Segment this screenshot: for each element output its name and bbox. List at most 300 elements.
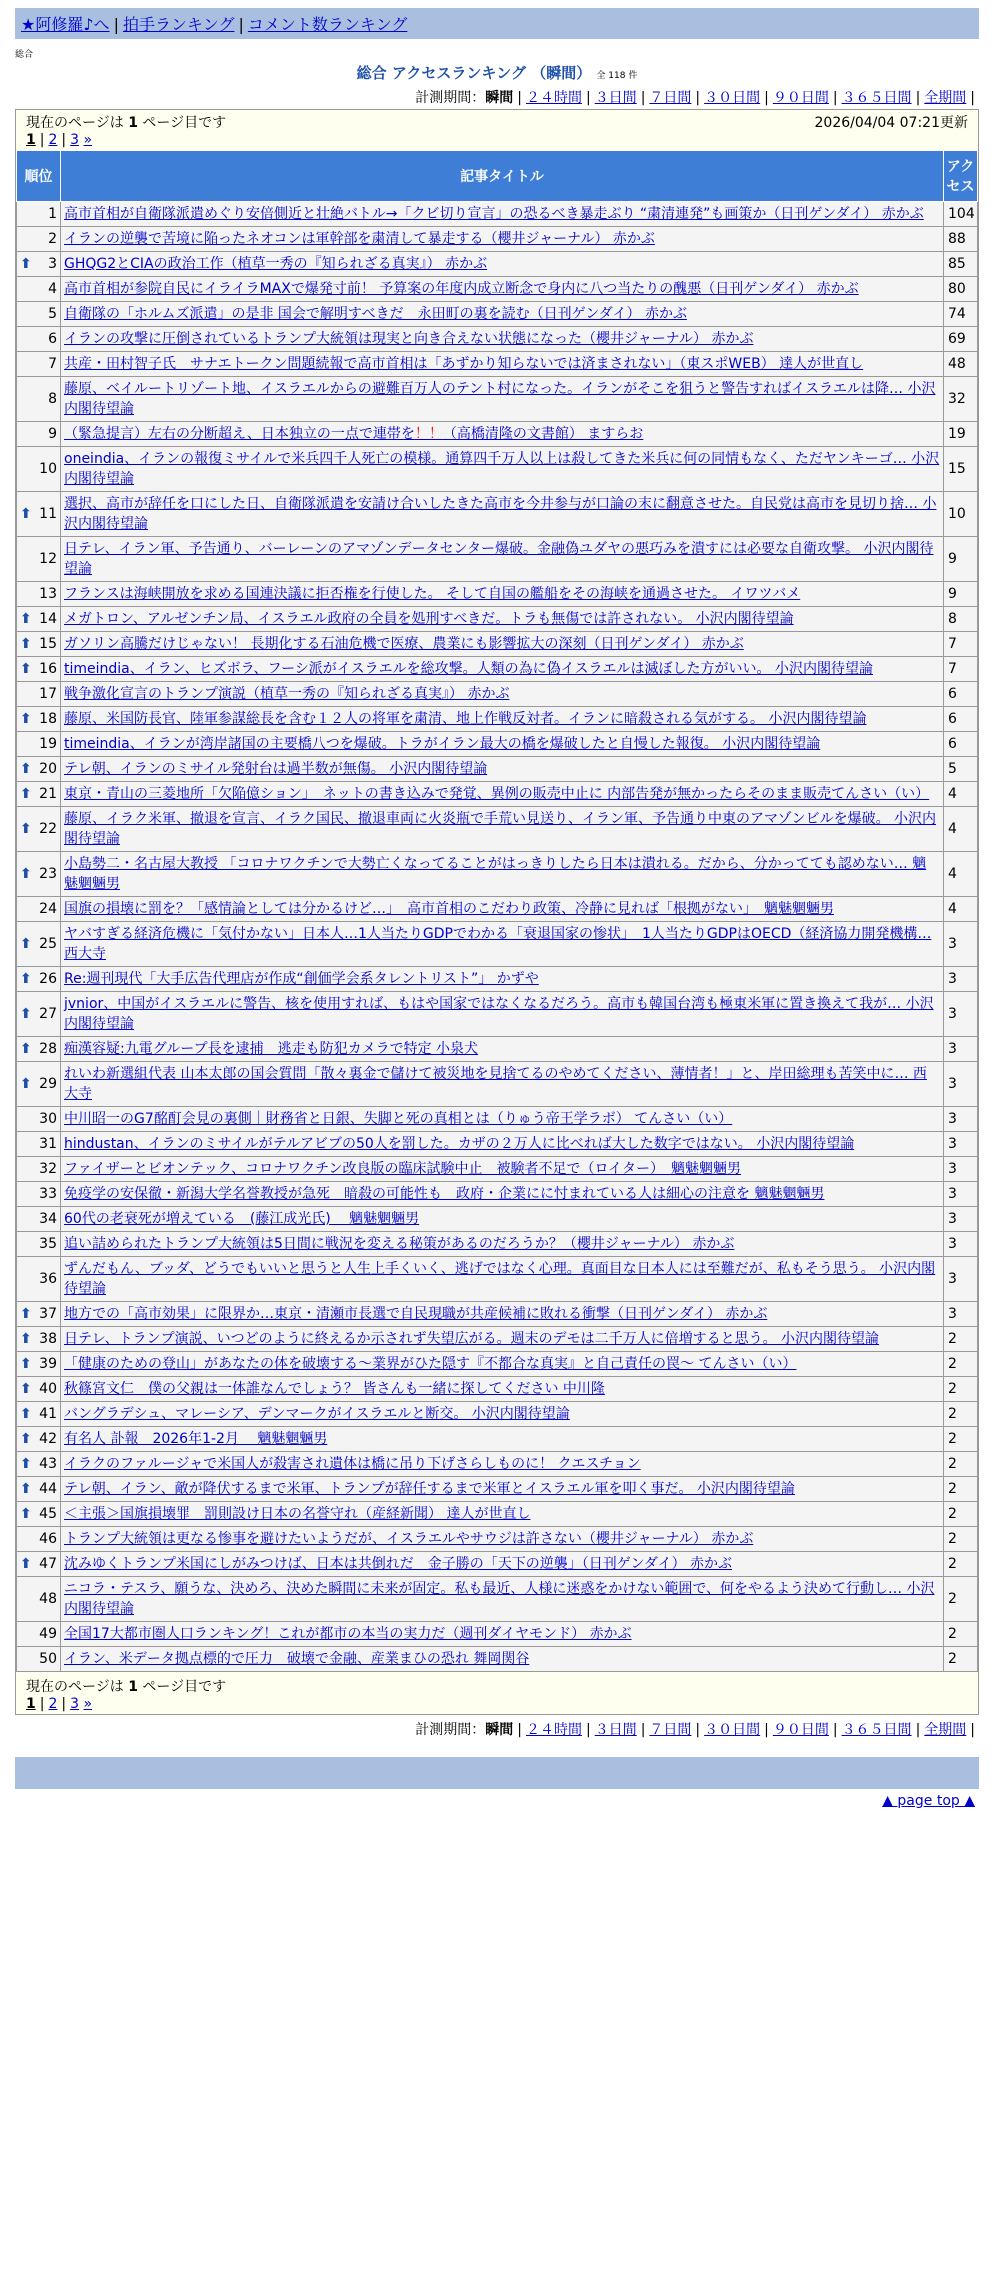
title-cell xyxy=(61,537,944,582)
table-row xyxy=(17,327,978,352)
page-top-link[interactable]: ▲ page top ▲ xyxy=(882,1793,975,1809)
article-link[interactable]: れいわ新選組代表 山本太郎の国会質問「散々裏金で儲けて被災地を見捨てるのやめてください、薄情者！」と、岸田総理も苦笑中に… 西大寺 xyxy=(64,1066,927,1102)
access-count: 3 xyxy=(944,1107,978,1132)
title-cell xyxy=(61,447,944,492)
article-link[interactable]: 藤原、ベイルートリゾート地、イスラエルからの避難百万人のテント村になった。イランがそこを狙うと警告すればイスラエルは降… 小沢内閣待望論 xyxy=(64,381,936,417)
rank-number: 25 xyxy=(39,936,57,952)
table-row xyxy=(17,1107,978,1132)
rank-cell xyxy=(17,1062,61,1107)
rank-cell xyxy=(17,1622,61,1647)
header-rank: 順位 xyxy=(17,151,61,202)
rank-up-icon: ⬆ xyxy=(20,1041,32,1057)
access-count: 3 xyxy=(944,1157,978,1182)
access-count: 3 xyxy=(944,1207,978,1232)
period-option[interactable]: 全期間 xyxy=(924,1722,967,1738)
rank-cell xyxy=(17,807,61,852)
article-link[interactable]: テレ朝、イラン、敵が降伏するまで米軍、トランプが辞任するまで米軍とイスラエル軍を叩く事だ。 小沢内閣待望論 xyxy=(64,1481,795,1497)
rank-number: 2 xyxy=(48,231,57,247)
title-cell xyxy=(61,492,944,537)
rank-up-icon: ⬆ xyxy=(20,611,32,627)
table-row xyxy=(17,922,978,967)
title-cell xyxy=(61,1352,944,1377)
rank-number: 23 xyxy=(39,866,57,882)
rank-number: 37 xyxy=(39,1306,57,1322)
article-link[interactable]: ＜主張＞国旗損壊罪 罰則設け日本の名誉守れ（産経新聞） 達人が世直し xyxy=(64,1506,531,1522)
rank-up-icon: ⬆ xyxy=(20,1406,32,1422)
rank-cell xyxy=(17,1107,61,1132)
title-cell xyxy=(61,922,944,967)
article-link[interactable]: 高市首相が自衛隊派遣めぐり安倍側近と壮絶バトル→「クビ切り宣言」の恐るべき暴走ぶり “粛清連発”も画策か（日刊ゲンダイ） 赤かぶ xyxy=(64,206,924,222)
title-cell xyxy=(61,757,944,782)
rank-cell xyxy=(17,377,61,422)
rank-number: 34 xyxy=(39,1211,57,1227)
table-row xyxy=(17,1402,978,1427)
rank-cell xyxy=(17,1132,61,1157)
table-row xyxy=(17,1327,978,1352)
rank-cell xyxy=(17,1182,61,1207)
title-cell xyxy=(61,327,944,352)
rank-cell xyxy=(17,1037,61,1062)
table-row xyxy=(17,537,978,582)
title-cell xyxy=(61,682,944,707)
access-count: 19 xyxy=(944,422,978,447)
title-cell xyxy=(61,1502,944,1527)
rank-number: 26 xyxy=(39,971,57,987)
title-cell xyxy=(61,897,944,922)
rank-number: 31 xyxy=(39,1136,57,1152)
access-count: 2 xyxy=(944,1552,978,1577)
table-row xyxy=(17,1377,978,1402)
article-link[interactable]: 藤原、米国防長官、陸軍参謀総長を含む１２人の将軍を粛清、地上作戦反対者。イランに暗殺される気がする。 小沢内閣待望論 xyxy=(64,711,867,727)
table-row xyxy=(17,1452,978,1477)
table-row xyxy=(17,377,978,422)
title-cell xyxy=(61,1452,944,1477)
clap-ranking-link[interactable]: 拍手ランキング xyxy=(122,15,235,34)
rank-up-icon: ⬆ xyxy=(20,1331,32,1347)
article-link[interactable]: oneindia、イランの報復ミサイルで米兵四千人死亡の模様。通算四千万人以上は殺してきた米兵に何の同情もなく、ただヤンキーゴ… 小沢内閣待望論 xyxy=(64,451,940,487)
access-count: 3 xyxy=(944,1037,978,1062)
access-count: 2 xyxy=(944,1352,978,1377)
rank-number: 43 xyxy=(39,1456,57,1472)
table-row xyxy=(17,1302,978,1327)
title-cell xyxy=(61,607,944,632)
period-option[interactable]: ７日間 xyxy=(649,1722,692,1738)
rank-number: 41 xyxy=(39,1406,57,1422)
rank-number: 8 xyxy=(48,391,57,407)
rank-number: 22 xyxy=(39,821,57,837)
table-row xyxy=(17,1207,978,1232)
article-link[interactable]: timeindia、イランが湾岸諸国の主要橋八つを爆破。トラがイラン最大の橋を爆破したと自慢した報復。 小沢内閣待望論 xyxy=(64,736,821,752)
table-row xyxy=(17,1427,978,1452)
access-count: 10 xyxy=(944,492,978,537)
access-count: 3 xyxy=(944,922,978,967)
rank-number: 11 xyxy=(39,506,57,522)
article-link[interactable]: イラクのファルージャで米国人が殺害され遺体は橋に吊り下げさらしものに！ クエスチョン xyxy=(64,1456,641,1472)
title-cell xyxy=(61,1062,944,1107)
pager-current: 1 xyxy=(26,132,36,148)
access-count: 6 xyxy=(944,707,978,732)
rank-number: 40 xyxy=(39,1381,57,1397)
table-row xyxy=(17,782,978,807)
rank-up-icon: ⬆ xyxy=(20,1306,32,1322)
rank-number: 14 xyxy=(39,611,57,627)
access-count: 74 xyxy=(944,302,978,327)
rank-cell xyxy=(17,1232,61,1257)
rank-cell xyxy=(17,492,61,537)
article-link[interactable]: ずんだもん、ブッダ、どうでもいいと思うと人生上手くいく、逃げではなく心理。真面目な日本人には至難だが、私もそう思う。 小沢内閣待望論 xyxy=(64,1261,936,1297)
rank-cell xyxy=(17,657,61,682)
rank-cell xyxy=(17,447,61,492)
table-row xyxy=(17,1182,978,1207)
period-option: 瞬間 xyxy=(485,1722,514,1738)
title-cell xyxy=(61,1207,944,1232)
bottom-bar xyxy=(15,1757,979,1789)
rank-up-icon: ⬆ xyxy=(20,1556,32,1572)
title-cell xyxy=(61,1427,944,1452)
article-link[interactable]: フランスは海峡開放を求める国連決議に拒否権を行使した。 そして自国の艦船をその海峡を通過させた。 イワツバメ xyxy=(64,586,801,602)
article-link[interactable]: 免疫学の安保徹・新潟大学名誉教授が急死 暗殺の可能性も 政府・企業にに忖まれている人は細心の注意を 魑魅魍魎男 xyxy=(64,1186,825,1202)
table-row xyxy=(17,657,978,682)
rank-cell xyxy=(17,202,61,227)
pager-link[interactable]: 2 xyxy=(48,1696,58,1712)
period-option[interactable]: ３０日間 xyxy=(704,1722,761,1738)
article-link[interactable]: hindustan、イランのミサイルがテルアビブの50人を罰した。カザの２万人に比べれば大した数字ではない。 小沢内閣待望論 xyxy=(64,1136,855,1152)
access-count: 3 xyxy=(944,992,978,1037)
table-row xyxy=(17,897,978,922)
period-option[interactable]: ３０日間 xyxy=(704,90,761,106)
rank-cell xyxy=(17,1352,61,1377)
rank-number: 13 xyxy=(39,586,57,602)
access-count: 2 xyxy=(944,1477,978,1502)
article-link[interactable]: バングラデシュ、マレーシア、デンマークがイスラエルと断交。 小沢内閣待望論 xyxy=(64,1406,570,1422)
table-row xyxy=(17,1132,978,1157)
table-row xyxy=(17,707,978,732)
pager-link[interactable]: 2 xyxy=(48,132,58,148)
access-count: 2 xyxy=(944,1622,978,1647)
updated-time: 2026/04/04 07:21更新 xyxy=(814,115,968,131)
period-option[interactable]: ３日間 xyxy=(594,90,637,106)
article-link[interactable]: 60代の老衰死が増えている (藤江成光氏) 魑魅魍魎男 xyxy=(64,1211,420,1227)
period-option[interactable]: ７日間 xyxy=(649,90,692,106)
rank-cell xyxy=(17,732,61,757)
article-link[interactable]: 自衛隊の「ホルムズ派遣」の是非 国会で解明すべきだ 永田町の裏を読む（日刊ゲンダイ） 赤かぶ xyxy=(64,306,687,322)
period-label: 計測期間： xyxy=(415,1722,486,1738)
access-count: 2 xyxy=(944,1577,978,1622)
rank-number: 9 xyxy=(48,426,57,442)
article-link[interactable]: 中川昭一のG7酩酊会見の裏側｜財務省と日銀、失脚と死の真相とは（りゅう帝王学ラボ） てんさい（い） xyxy=(64,1111,733,1127)
title-cell xyxy=(61,1132,944,1157)
table-row xyxy=(17,582,978,607)
rank-cell xyxy=(17,1552,61,1577)
article-link[interactable]: 追い詰められたトランプ大統領は5日間に戦況を変える秘策があるのだろうか？（櫻井ジャーナル） 赤かぶ xyxy=(64,1236,735,1252)
access-count: 15 xyxy=(944,447,978,492)
period-selector-top: 計測期間：瞬間 | ２４時間 | ３日間 | ７日間 | ３０日間 | ９０日間 | ３６５日間 | 全期間 | xyxy=(415,90,975,106)
table-row xyxy=(17,1232,978,1257)
title-cell xyxy=(61,1037,944,1062)
rank-number: 12 xyxy=(39,551,57,567)
access-count: 2 xyxy=(944,1377,978,1402)
article-link[interactable]: 沈みゆくトランプ米国にしがみつけば、日本は共倒れだ 金子勝の「天下の逆襲」（日刊ゲンダイ） 赤かぶ xyxy=(64,1556,733,1572)
access-count: 2 xyxy=(944,1327,978,1352)
article-link[interactable]: GHQG2とCIAの政治工作（植草一秀の『知られざる真実』） 赤かぶ xyxy=(64,256,488,272)
rank-up-icon: ⬆ xyxy=(20,761,32,777)
ranking-table xyxy=(16,150,978,1672)
period-option[interactable]: ９０日間 xyxy=(772,90,829,106)
rank-cell xyxy=(17,1302,61,1327)
article-link[interactable]: ガソリン高騰だけじゃない！ 長期化する石油危機で医療、農業にも影響拡大の深刻（日刊ゲンダイ） 赤かぶ xyxy=(64,636,744,652)
table-row xyxy=(17,1352,978,1377)
article-link[interactable]: 戦争激化宣言のトランプ演説（植草一秀の『知られざる真実』） 赤かぶ xyxy=(64,686,510,702)
title-cell xyxy=(61,632,944,657)
rank-number: 17 xyxy=(39,686,57,702)
table-row xyxy=(17,1062,978,1107)
period-option[interactable]: ３日間 xyxy=(594,1722,637,1738)
rank-up-icon: ⬆ xyxy=(20,821,32,837)
pager-current: 1 xyxy=(26,1696,36,1712)
rank-up-icon: ⬆ xyxy=(20,1456,32,1472)
rank-up-icon: ⬆ xyxy=(20,1076,32,1092)
rank-cell xyxy=(17,1527,61,1552)
rank-cell xyxy=(17,992,61,1037)
table-row xyxy=(17,1502,978,1527)
article-link[interactable]: 秋篠宮文仁 僕の父親は一体誰なんでしょう？ 皆さんも一緒に探してください 中川隆 xyxy=(64,1381,605,1397)
title-cell xyxy=(61,1402,944,1427)
title-cell xyxy=(61,1552,944,1577)
rank-number: 48 xyxy=(39,1591,57,1607)
rank-cell xyxy=(17,1257,61,1302)
table-row xyxy=(17,492,978,537)
header-title: 記事タイトル xyxy=(61,151,944,202)
access-count: 7 xyxy=(944,632,978,657)
rank-number: 19 xyxy=(39,736,57,752)
article-link[interactable]: テレ朝、イランのミサイル発射台は過半数が無傷。 小沢内閣待望論 xyxy=(64,761,488,777)
article-link[interactable]: 東京・青山の三菱地所「欠陥億ション」 ネットの書き込みで発覚、異例の販売中止に 内部告発が無かったらそのまま販売てんさい（い） xyxy=(64,786,930,802)
table-row xyxy=(17,992,978,1037)
article-link[interactable]: イラン、米データ拠点標的で圧力 破壊で金融、産業まひの恐れ 舞岡関谷 xyxy=(64,1651,530,1667)
article-link[interactable]: 国旗の損壊に罰を？「感情論としては分かるけど…」 高市首相のこだわり政策、冷静に見れば「根拠がない」 魑魅魍魎男 xyxy=(64,901,834,917)
table-row xyxy=(17,277,978,302)
article-link[interactable]: トランプ大統領は更なる惨事を避けたいようだが、イスラエルやサウジは許さない（櫻井ジャーナル） 赤かぶ xyxy=(64,1531,754,1547)
table-row xyxy=(17,422,978,447)
period-option[interactable]: 全期間 xyxy=(924,90,967,106)
rank-cell xyxy=(17,1327,61,1352)
article-link[interactable]: 共産・田村智子氏 サナエトークン問題続報で高市首相は「あずかり知らないでは済まされない」（東スポWEB） 達人が世直し xyxy=(64,356,864,372)
rank-cell xyxy=(17,607,61,632)
title-cell xyxy=(61,1302,944,1327)
access-count: 9 xyxy=(944,582,978,607)
title-cell xyxy=(61,582,944,607)
table-row xyxy=(17,352,978,377)
section-label: 総合 xyxy=(15,50,34,60)
rank-up-icon: ⬆ xyxy=(20,1481,32,1497)
rank-number: 42 xyxy=(39,1431,57,1447)
rank-number: 50 xyxy=(39,1651,57,1667)
title-cell xyxy=(61,967,944,992)
rank-up-icon: ⬆ xyxy=(20,256,32,272)
table-row xyxy=(17,1527,978,1552)
article-link[interactable]: 藤原、イラク米軍、撤退を宣言、イラク国民、撤退車両に火炎瓶で手荒い見送り、イラン軍、予告通り中東のアマゾンビルを爆破。 小沢内閣待望論 xyxy=(64,811,937,847)
rank-cell xyxy=(17,682,61,707)
access-count: 2 xyxy=(944,1452,978,1477)
title-cell xyxy=(61,1257,944,1302)
title-cell xyxy=(61,852,944,897)
access-count: 2 xyxy=(944,1402,978,1427)
rank-number: 3 xyxy=(48,256,57,272)
rank-cell xyxy=(17,1477,61,1502)
table-row xyxy=(17,757,978,782)
access-count: 3 xyxy=(944,1302,978,1327)
rank-up-icon: ⬆ xyxy=(20,1431,32,1447)
article-link[interactable]: jvnior、中国がイスラエルに警告、核を使用すれば、もはや国家ではなくなるだろう。高市も韓国台湾も極東米軍に置き換えて我が… 小沢内閣待望論 xyxy=(64,996,934,1032)
access-count: 80 xyxy=(944,277,978,302)
access-count: 3 xyxy=(944,1062,978,1107)
pager-link[interactable]: 3 xyxy=(70,1696,80,1712)
article-link[interactable]: 全国17大都市圏人口ランキング！これが都市の本当の実力だ（週刊ダイヤモンド） 赤かぶ xyxy=(64,1626,632,1642)
title-cell xyxy=(61,202,944,227)
rank-up-icon: ⬆ xyxy=(20,1006,32,1022)
rank-number: 18 xyxy=(39,711,57,727)
table-row xyxy=(17,852,978,897)
rank-number: 36 xyxy=(39,1271,57,1287)
period-option[interactable]: ２４時間 xyxy=(525,1722,582,1738)
rank-up-icon: ⬆ xyxy=(20,1381,32,1397)
title-cell xyxy=(61,732,944,757)
table-row xyxy=(17,1552,978,1577)
article-link[interactable]: ニコラ・テスラ、願うな、決めろ、決めた瞬間に未来が固定。私も最近、人様に迷惑をかけない範囲で、何をやるよう決めて行動し… 小沢内閣待望論 xyxy=(64,1581,935,1617)
title-cell xyxy=(61,302,944,327)
current-page-text: 現在のページは 1 ページ目です xyxy=(26,1679,227,1695)
rank-number: 6 xyxy=(48,331,57,347)
current-page-text: 現在のページは 1 ページ目です xyxy=(26,115,227,131)
table-row xyxy=(17,807,978,852)
rank-number: 7 xyxy=(48,356,57,372)
article-link[interactable]: 日テレ、イラン軍、予告通り、バーレーンのアマゾンデータセンター爆破。金融偽ユダヤの悪巧みを潰すには必要な自衛攻撃。 小沢内閣待望論 xyxy=(64,541,934,577)
rank-number: 1 xyxy=(48,206,57,222)
article-link[interactable]: イランの逆襲で苦境に陥ったネオコンは軍幹部を粛清して暴走する（櫻井ジャーナル） 赤かぶ xyxy=(64,231,655,247)
table-row xyxy=(17,202,978,227)
rank-cell xyxy=(17,537,61,582)
rank-up-icon: ⬆ xyxy=(20,506,32,522)
rank-number: 45 xyxy=(39,1506,57,1522)
article-link[interactable]: 「健康のための登山」があなたの体を破壊する～業界がひた隠す『不都合な真実』と自己責任の罠～ てんさい（い） xyxy=(64,1356,797,1372)
article-link[interactable]: 小島勢二・名古屋大教授 「コロナワクチンで大勢亡くなってることがはっきりしたら日本は潰れる。だから、分かってても認めない… 魑魅魍魎男 xyxy=(64,856,927,892)
period-selector-bottom: 計測期間：瞬間 | ２４時間 | ３日間 | ７日間 | ３０日間 | ９０日間 | ３６５日間 | 全期間 | xyxy=(415,1722,975,1738)
rank-up-icon: ⬆ xyxy=(20,711,32,727)
article-link[interactable]: 痴漢容疑:九電グループ長を逮捕 逃走も防犯カメラで特定 小泉犬 xyxy=(64,1041,479,1057)
rank-number: 24 xyxy=(39,901,57,917)
rank-number: 4 xyxy=(48,281,57,297)
rank-cell xyxy=(17,632,61,657)
article-link[interactable]: 有名人 訃報 2026年1-2月 魑魅魍魎男 xyxy=(64,1431,328,1447)
rank-cell xyxy=(17,967,61,992)
period-option: 瞬間 xyxy=(485,90,514,106)
article-link[interactable]: 選択、高市が辞任を口にした日、自衛隊派遣を安請け合いしたきた高市を今井参与が口論の末に翻意させた。自民党は高市を見切り捨… 小沢内閣待望論 xyxy=(64,496,937,532)
table-row xyxy=(17,682,978,707)
pager-link[interactable]: 3 xyxy=(70,132,80,148)
article-link[interactable]: 日テレ、トランプ演説、いつどのように終えるか示されず失望広がる。週末のデモは二千万人に倍増すると思う。 小沢内閣待望論 xyxy=(64,1331,880,1347)
access-count: 3 xyxy=(944,967,978,992)
rank-cell xyxy=(17,1577,61,1622)
rank-cell xyxy=(17,757,61,782)
access-count: 69 xyxy=(944,327,978,352)
table-row xyxy=(17,1257,978,1302)
rank-number: 16 xyxy=(39,661,57,677)
rank-up-icon: ⬆ xyxy=(20,786,32,802)
article-link[interactable]: Re:週刊現代「大手広告代理店が作成“創価学会系タレントリスト”」 かずや xyxy=(64,971,539,987)
article-link[interactable]: 地方での「高市効果」に限界か…東京・清瀬市長選で自民現職が共産候補に敗れる衝撃（日刊ゲンダイ） 赤かぶ xyxy=(64,1306,768,1322)
rank-up-icon: ⬆ xyxy=(20,661,32,677)
rank-up-icon: ⬆ xyxy=(20,636,32,652)
table-row xyxy=(17,1622,978,1647)
comment-ranking-link[interactable]: コメント数ランキング xyxy=(247,15,408,34)
rank-number: 47 xyxy=(39,1556,57,1572)
article-link[interactable]: （緊急提言）左右の分断超え、日本独立の一点で連帯を！！（高橋清隆の文書館） ますらお xyxy=(64,426,644,442)
rank-cell xyxy=(17,1377,61,1402)
period-option[interactable]: ２４時間 xyxy=(525,90,582,106)
pager-next-link[interactable]: » xyxy=(83,132,93,148)
rank-cell xyxy=(17,582,61,607)
rank-cell xyxy=(17,782,61,807)
access-count: 9 xyxy=(944,537,978,582)
article-link[interactable]: ヤバすぎる経済危機に「気付かない」日本人…1人当たりGDPでわかる「衰退国家の惨状」 1人当たりGDPはOECD（経済協力開発機構… 西大寺 xyxy=(64,926,932,962)
table-row xyxy=(17,967,978,992)
rank-cell xyxy=(17,1157,61,1182)
access-count: 2 xyxy=(944,1427,978,1452)
page-title-text: 総合 アクセスランキング （瞬間） xyxy=(356,64,592,82)
access-count: 4 xyxy=(944,897,978,922)
rank-cell xyxy=(17,252,61,277)
page-info-top xyxy=(16,110,978,132)
pager-next-link[interactable]: » xyxy=(83,1696,93,1712)
title-cell xyxy=(61,1577,944,1622)
emphasis-text: ！！ xyxy=(414,426,443,442)
table-row xyxy=(17,732,978,757)
home-link[interactable]: ★阿修羅♪へ xyxy=(21,15,110,34)
rank-cell xyxy=(17,1502,61,1527)
rank-number: 35 xyxy=(39,1236,57,1252)
article-link[interactable]: ファイザーとビオンテック、コロナワクチン改良版の臨床試験中止 被験者不足で（ロイター） 魑魅魍魎男 xyxy=(64,1161,742,1177)
rank-cell xyxy=(17,922,61,967)
rank-number: 29 xyxy=(39,1076,57,1092)
article-link[interactable]: メガトロン、アルゼンチン局、イスラエル政府の全員を処刑すべきだ。トラも無傷では許されない。 小沢内閣待望論 xyxy=(64,611,794,627)
period-option[interactable]: ９０日間 xyxy=(772,1722,829,1738)
table-row xyxy=(17,1477,978,1502)
title-cell xyxy=(61,422,944,447)
rank-up-icon: ⬆ xyxy=(20,866,32,882)
article-link[interactable]: 高市首相が参院自民にイライラMAXで爆発寸前！ 予算案の年度内成立断念で身内に八つ当たりの醜悪（日刊ゲンダイ） 赤かぶ xyxy=(64,281,859,297)
period-label: 計測期間： xyxy=(415,90,486,106)
access-count: 5 xyxy=(944,757,978,782)
title-cell xyxy=(61,252,944,277)
rank-number: 15 xyxy=(39,636,57,652)
rank-number: 49 xyxy=(39,1626,57,1642)
title-cell xyxy=(61,1377,944,1402)
period-option[interactable]: ３６５日間 xyxy=(841,90,912,106)
table-row xyxy=(17,607,978,632)
access-count: 2 xyxy=(944,1527,978,1552)
page-info-bottom xyxy=(16,1672,978,1696)
access-count: 4 xyxy=(944,852,978,897)
ranking-panel xyxy=(15,109,979,1715)
article-link[interactable]: timeindia、イラン、ヒズボラ、フーシ派がイスラエルを総攻撃。人類の為に偽イスラエルは滅ぼした方がいい。 小沢内閣待望論 xyxy=(64,661,873,677)
rank-number: 33 xyxy=(39,1186,57,1202)
title-cell xyxy=(61,1477,944,1502)
period-option[interactable]: ３６５日間 xyxy=(841,1722,912,1738)
title-cell xyxy=(61,992,944,1037)
access-count: 3 xyxy=(944,1257,978,1302)
access-count: 3 xyxy=(944,1132,978,1157)
article-link[interactable]: イランの攻撃に圧倒されているトランプ大統領は現実と向き合えない状態になった（櫻井ジャーナル） 赤かぶ xyxy=(64,331,754,347)
